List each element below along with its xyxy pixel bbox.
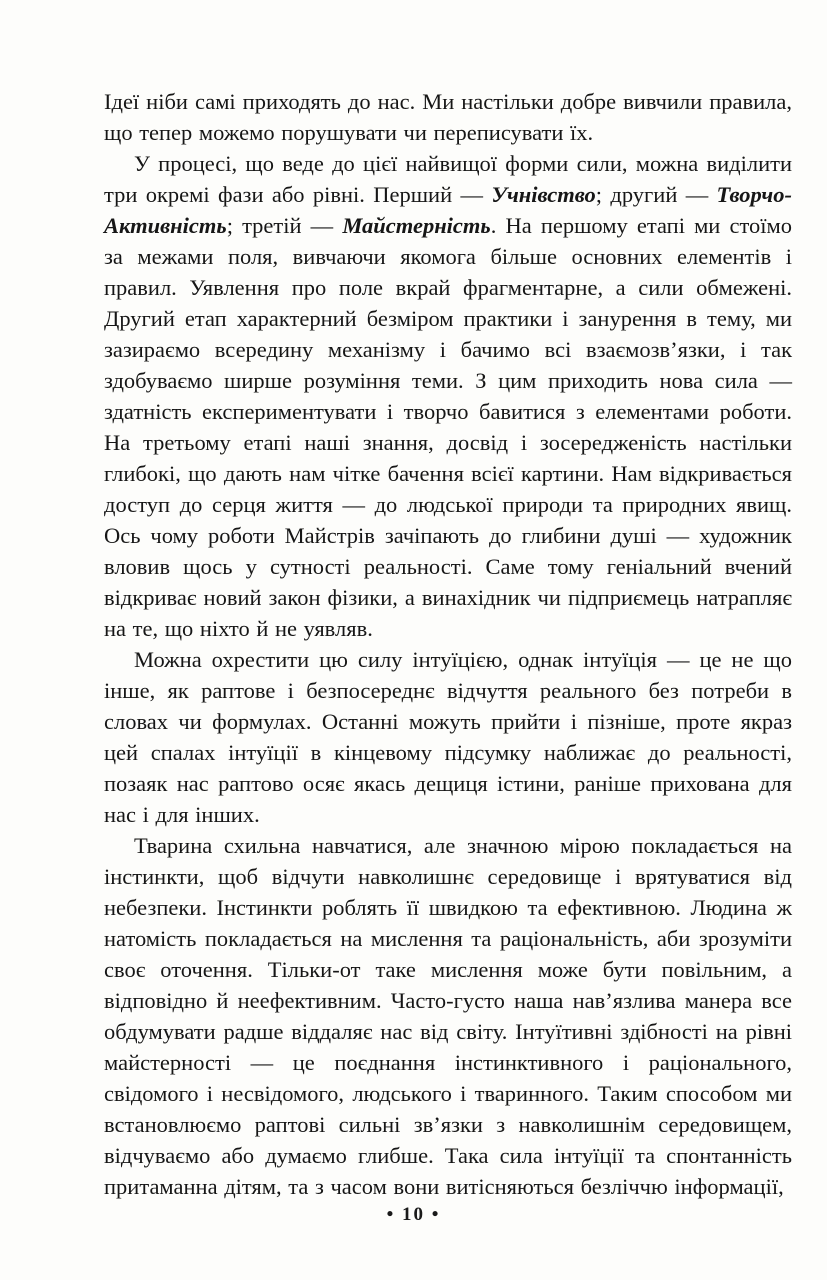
text-segment: ; другий —: [595, 182, 717, 207]
text-segment: Ідеї ніби самі приходять до нас. Ми настільки добре вивчили правила, що тепер можемо порушувати чи переписувати їх.: [104, 89, 792, 145]
emphasized-term: Творчо-Активність: [104, 182, 792, 238]
emphasized-term: Учнівство: [491, 182, 596, 207]
page-number: • 10 •: [386, 1204, 441, 1225]
text-segment: У процесі, що веде до цієї найвищої форми сили, можна виділити три окремі фази або рівні. Перший —: [104, 151, 792, 207]
text-segment: . На першому етапі ми стоїмо за межами поля, вивчаючи якомога більше основних елементів і правил. Уявлення про поле вкрай фрагментарне, а сили обмежені. Другий етап характерний безміром практики і занурення в тему, ми зазираємо всередину механізму і бачимо всі взаємозв’язки, і так здобуваємо ширше розуміння теми. З цим приходить нова сила — здатність експериментувати і творчо бавитися з елементами роботи. На третьому етапі наші знання, досвід і зосередженість настільки глибокі, що дають нам чітке бачення всієї картини. Нам відкривається доступ до серця життя — до людської природи та природних явищ. Ось чому роботи Майстрів зачіпають до глибини душі — художник вловив щось у сутності реальності. Саме тому геніальний вчений відкриває новий закон фізики, а винахідник чи підприємець натрапляє на те, що ніхто й не уявляв.: [104, 213, 792, 641]
paragraph: [104, 830, 792, 1202]
page-text: [104, 86, 792, 1202]
paragraph: [104, 644, 792, 830]
text-segment: Тварина схильна навчатися, але значною мірою покладається на інстинкти, щоб відчути навколишнє середовище і врятуватися від небезпеки. Інстинкти роблять її швидкою та ефективною. Людина ж натомість покладається на мислення та раціональність, аби зрозуміти своє оточення. Тільки-от таке мислення може бути повільним, а відповідно й неефективним. Часто-густо наша нав’язлива манера все обдумувати радше віддаляє нас від світу. Інтуїтивні здібності на рівні майстерності — це поєднання інстинктивного і раціонального, свідомого і несвідомого, людського і тваринного. Таким способом ми встановлюємо раптові сильні зв’язки з навколишнім середовищем, відчуваємо або думаємо глибше. Така сила інтуїції та спонтанність притаманна дітям, та з часом вони витісняються безліччю інформації,: [104, 833, 792, 1199]
text-segment: ; третій —: [226, 213, 343, 238]
paragraph: [104, 148, 792, 644]
text-segment: Можна охрестити цю силу інтуїцією, однак інтуїція — це не що інше, як раптове і безпосереднє відчуття реального без потреби в словах чи формулах. Останні можуть прийти і пізніше, проте якраз цей спалах інтуїції в кінцевому підсумку наближає до реальності, позаяк нас раптово осяє якась дещиця істини, раніше прихована для нас і для інших.: [104, 647, 792, 827]
paragraph: [104, 86, 792, 148]
emphasized-term: Майстерність: [342, 213, 491, 238]
